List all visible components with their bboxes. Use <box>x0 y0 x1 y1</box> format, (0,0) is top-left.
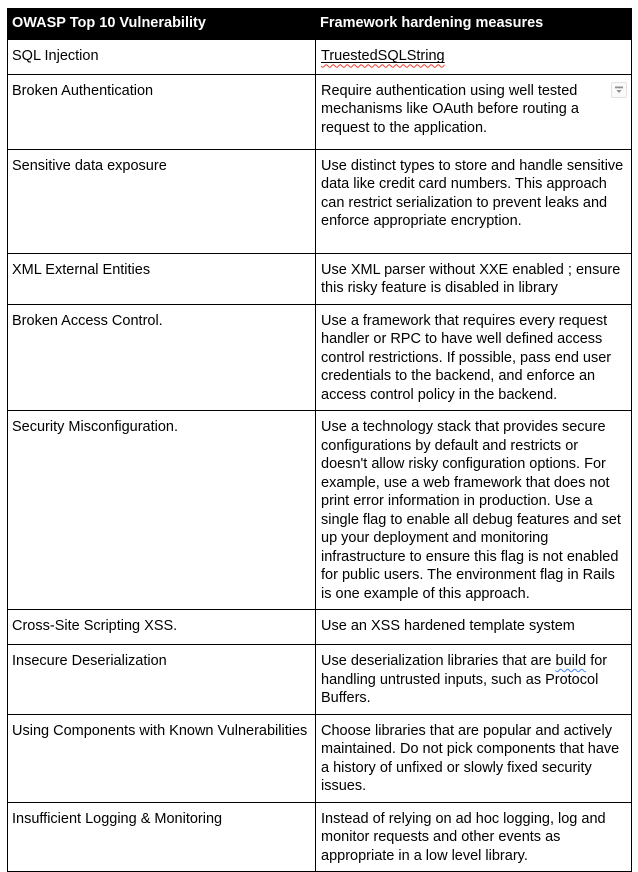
vulnerability-text: Broken Authentication <box>12 82 154 99</box>
measure-cell <box>316 610 632 645</box>
vulnerability-cell <box>8 411 316 610</box>
measure-cell <box>316 39 632 74</box>
measure-text: Use distinct types to store and handle sensitive data like credit card numbers. This approach can restrict serialization to prevent leaks and enforce appropriate encryption. <box>321 157 624 229</box>
vulnerability-text: Using Components with Known Vulnerabilities <box>12 722 308 739</box>
vulnerability-text: Insufficient Logging & Monitoring <box>12 810 223 827</box>
vulnerability-cell <box>8 610 316 645</box>
vulnerability-cell <box>8 149 316 253</box>
measure-cell <box>316 714 632 802</box>
table-row <box>8 304 632 411</box>
table-row <box>8 610 632 645</box>
measure-cell <box>316 304 632 411</box>
owasp-hardening-table <box>7 8 632 872</box>
vulnerability-cell <box>8 74 316 149</box>
vulnerability-text: Insecure Deserialization <box>12 653 167 669</box>
grammar-flagged-word[interactable]: build <box>555 653 587 669</box>
header-measures-label: Framework hardening measures <box>320 15 544 31</box>
vulnerability-text: Broken Access Control. <box>12 312 163 329</box>
measure-text-before: Use deserialization libraries that are <box>321 653 556 669</box>
measure-text: Use a framework that requires every request handler or RPC to have well defined access control restrictions. If possible, pass end user credentials to the backend, and enforce an access control policy in the backend. <box>321 312 612 403</box>
measure-cell <box>316 149 632 253</box>
measure-cell <box>316 802 632 872</box>
measure-text: Use XML parser without XXE enabled ; ensure this risky feature is disabled in library <box>321 261 621 296</box>
vulnerability-text: Sensitive data exposure <box>12 157 167 174</box>
table-row <box>8 714 632 802</box>
vulnerability-cell <box>8 714 316 802</box>
measure-cell <box>316 74 632 149</box>
table-row <box>8 645 632 715</box>
vulnerability-cell <box>8 253 316 304</box>
measure-text-after: for handling untrusted inputs, such as Protocol Buffers. <box>321 653 608 706</box>
header-measures <box>316 9 632 40</box>
table-row <box>8 253 632 304</box>
table-row <box>8 39 632 74</box>
measure-cell <box>316 645 632 715</box>
vulnerability-cell <box>8 304 316 411</box>
vulnerability-cell <box>8 39 316 74</box>
table-row <box>8 802 632 872</box>
vulnerability-text: XML External Entities <box>12 261 151 278</box>
measure-text: TruestedSQLString <box>321 47 445 64</box>
vulnerability-cell <box>8 802 316 872</box>
measure-text: Choose libraries that are popular and actively maintained. Do not pick components that have a history of unfixed or slowly fixed security issues. <box>321 722 620 794</box>
vulnerability-text: Security Misconfiguration. <box>12 419 179 435</box>
vulnerability-text: SQL Injection <box>12 47 99 64</box>
measure-text: Use an XSS hardened template system <box>321 618 575 634</box>
header-vulnerability-label: OWASP Top 10 Vulnerability <box>12 15 206 31</box>
document-page <box>0 8 638 866</box>
collapsed-dropdown-icon <box>614 85 624 95</box>
misspelled-underlined-text[interactable] <box>321 48 445 64</box>
header-row <box>8 9 632 40</box>
table-row <box>8 149 632 253</box>
collapsed-dropdown-button[interactable] <box>611 82 627 98</box>
measure-cell <box>316 253 632 304</box>
vulnerability-cell <box>8 645 316 715</box>
measure-cell <box>316 411 632 610</box>
measure-text: Require authentication using well tested mechanisms like OAuth before routing a request to the application. <box>321 82 579 136</box>
measure-text: Instead of relying on ad hoc logging, log and monitor requests and other events as appropriate in a low level library. <box>321 810 606 864</box>
measure-text: Use a technology stack that provides secure configurations by default and restricts or doesn't allow risky configuration options. For example, use a web framework that does not print error information in production. Use a single flag to enable all debug features and set up your deployment and monitoring infrastructure to ensure this flag is not enabled for public users. The environment flag in Rails is one example of this approach. <box>321 419 621 602</box>
table-row <box>8 74 632 149</box>
table-row <box>8 411 632 610</box>
vulnerability-text: Cross-Site Scripting XSS. <box>12 618 178 634</box>
header-vulnerability <box>8 9 316 40</box>
